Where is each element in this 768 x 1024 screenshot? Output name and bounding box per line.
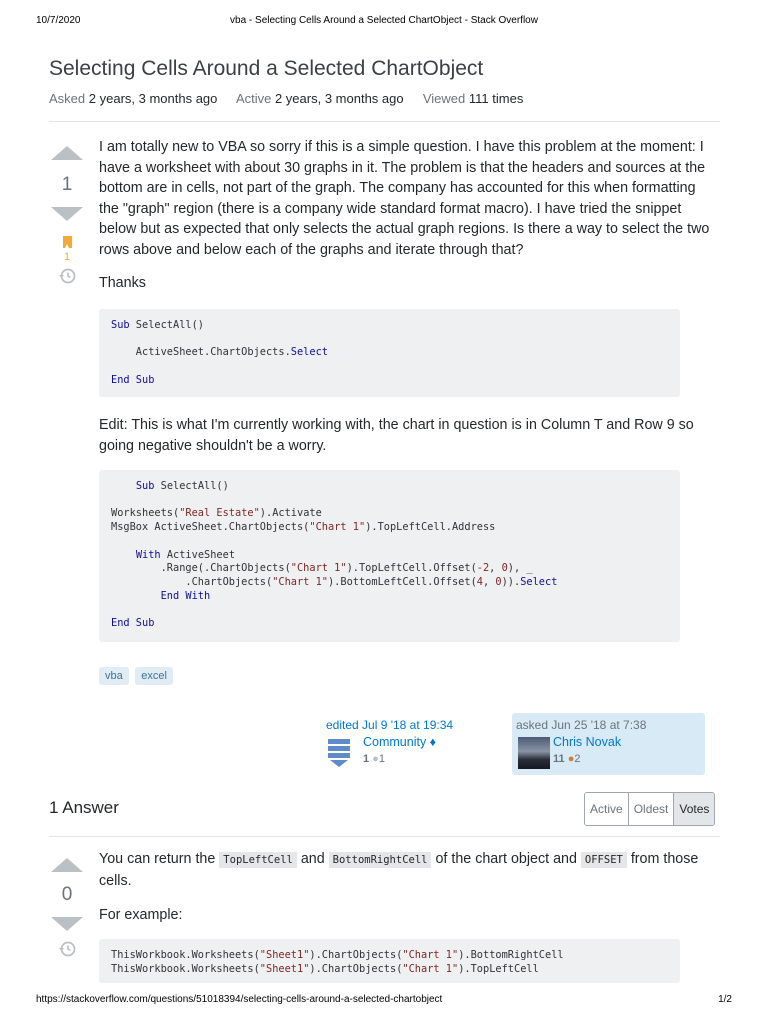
answer-vote-count: 0 xyxy=(61,884,73,905)
question-title[interactable]: Selecting Cells Around a Selected ChartObject xyxy=(49,57,484,80)
tag-excel[interactable]: excel xyxy=(135,667,173,685)
editor-signature xyxy=(322,713,508,775)
avatar[interactable] xyxy=(518,737,550,769)
inline-code: BottomRightCell xyxy=(329,852,432,868)
tab-oldest[interactable]: Oldest xyxy=(629,793,675,825)
tab-votes[interactable]: Votes xyxy=(674,793,714,825)
viewed-label: Viewed xyxy=(422,91,466,106)
question-body-paragraph: I am totally new to VBA so sorry if this is a simple question. I have this problem at the moment: I have a worksheet with about 30 graphs in it. The problem is that the headers and sources at the bottom are in cells, not part of the graph. The company has accounted for this when formatting the "graph" region (there is a company wide standard format macro). I have tried the snippet below but as expected that only selects the actual graph regions. Is there a way to select the two rows above and below each of the graphs and iterate through that? xyxy=(99,139,710,258)
history-icon[interactable] xyxy=(50,266,84,291)
caret-up-icon[interactable] xyxy=(51,858,83,872)
question-vote-count: 1 xyxy=(61,174,73,195)
caret-down-icon[interactable] xyxy=(51,917,83,931)
print-url: https://stackoverflow.com/questions/51018394/selecting-cells-around-a-selected-chartobject xyxy=(36,994,443,1005)
editor-reputation: 1 ●1 xyxy=(363,753,385,765)
avatar[interactable] xyxy=(328,737,360,769)
answers-divider xyxy=(49,836,720,837)
question-vote-cell xyxy=(50,146,84,291)
tag-vba[interactable]: vba xyxy=(99,667,129,685)
caret-down-icon[interactable] xyxy=(51,207,83,221)
title-divider xyxy=(49,121,720,122)
answer-example-label: For example: xyxy=(99,907,183,923)
answer-vote-cell xyxy=(50,858,84,964)
bookmark-icon[interactable] xyxy=(63,236,72,248)
inline-code: TopLeftCell xyxy=(219,852,297,868)
question-body-thanks: Thanks xyxy=(99,275,146,291)
answer-sort-tabs xyxy=(584,792,715,826)
asked-value: 2 years, 3 months ago xyxy=(88,91,218,106)
caret-up-icon[interactable] xyxy=(51,146,83,160)
asker-user-link[interactable]: Chris Novak xyxy=(553,735,622,749)
inline-code: OFFSET xyxy=(581,852,627,868)
print-date: 10/7/2020 xyxy=(36,15,81,26)
print-page-title: vba - Selecting Cells Around a Selected ChartObject - Stack Overflow xyxy=(230,15,538,26)
active-value[interactable]: 2 years, 3 months ago xyxy=(274,91,404,106)
answer-body-paragraph: You can return the TopLeftCell and BottomRightCell of the chart object and OFFSET from those cells. xyxy=(99,851,699,889)
question-edit-paragraph: Edit: This is what I'm currently working with, the chart in question is in Column T and Row 9 so going negative shouldn't be a worry. xyxy=(99,417,694,454)
print-page-number: 1/2 xyxy=(718,994,732,1005)
asked-label: Asked xyxy=(49,91,86,106)
code-block: Sub SelectAll() ActiveSheet.ChartObjects.Select End Sub xyxy=(99,309,680,397)
editor-user-link[interactable]: Community ♦ xyxy=(363,735,437,749)
code-block: ThisWorkbook.Worksheets("Sheet1").ChartObjects("Chart 1").BottomRightCell ThisWorkbook.Worksheets("Sheet1").ChartObjects("Chart 1").TopLeftCell xyxy=(99,939,680,983)
code-block: Sub SelectAll() Worksheets("Real Estate").Activate MsgBox ActiveSheet.ChartObjects("Chart 1").TopLeftCell.Address With ActiveSheet .Range(.ChartObjects("Chart 1").TopLeftCell.Offset(-2, 0), _ .ChartObjects("Chart 1").BottomLeftCell.Offset(4, 0)).Select End With End Sub xyxy=(99,470,680,642)
tab-active[interactable]: Active xyxy=(585,793,629,825)
active-label: Active xyxy=(235,91,272,106)
bookmark-count: 1 xyxy=(63,251,71,263)
viewed-value: 111 times xyxy=(468,91,524,106)
answers-count: 1 Answer xyxy=(49,798,119,817)
history-icon[interactable] xyxy=(50,939,84,964)
question-tags xyxy=(99,666,175,685)
asker-signature xyxy=(512,713,705,775)
edited-time[interactable]: edited Jul 9 '18 at 19:34 xyxy=(326,718,454,732)
asker-reputation: 11 ●2 xyxy=(553,753,581,765)
question-meta xyxy=(49,91,523,106)
asked-time: asked Jun 25 '18 at 7:38 xyxy=(516,718,647,732)
